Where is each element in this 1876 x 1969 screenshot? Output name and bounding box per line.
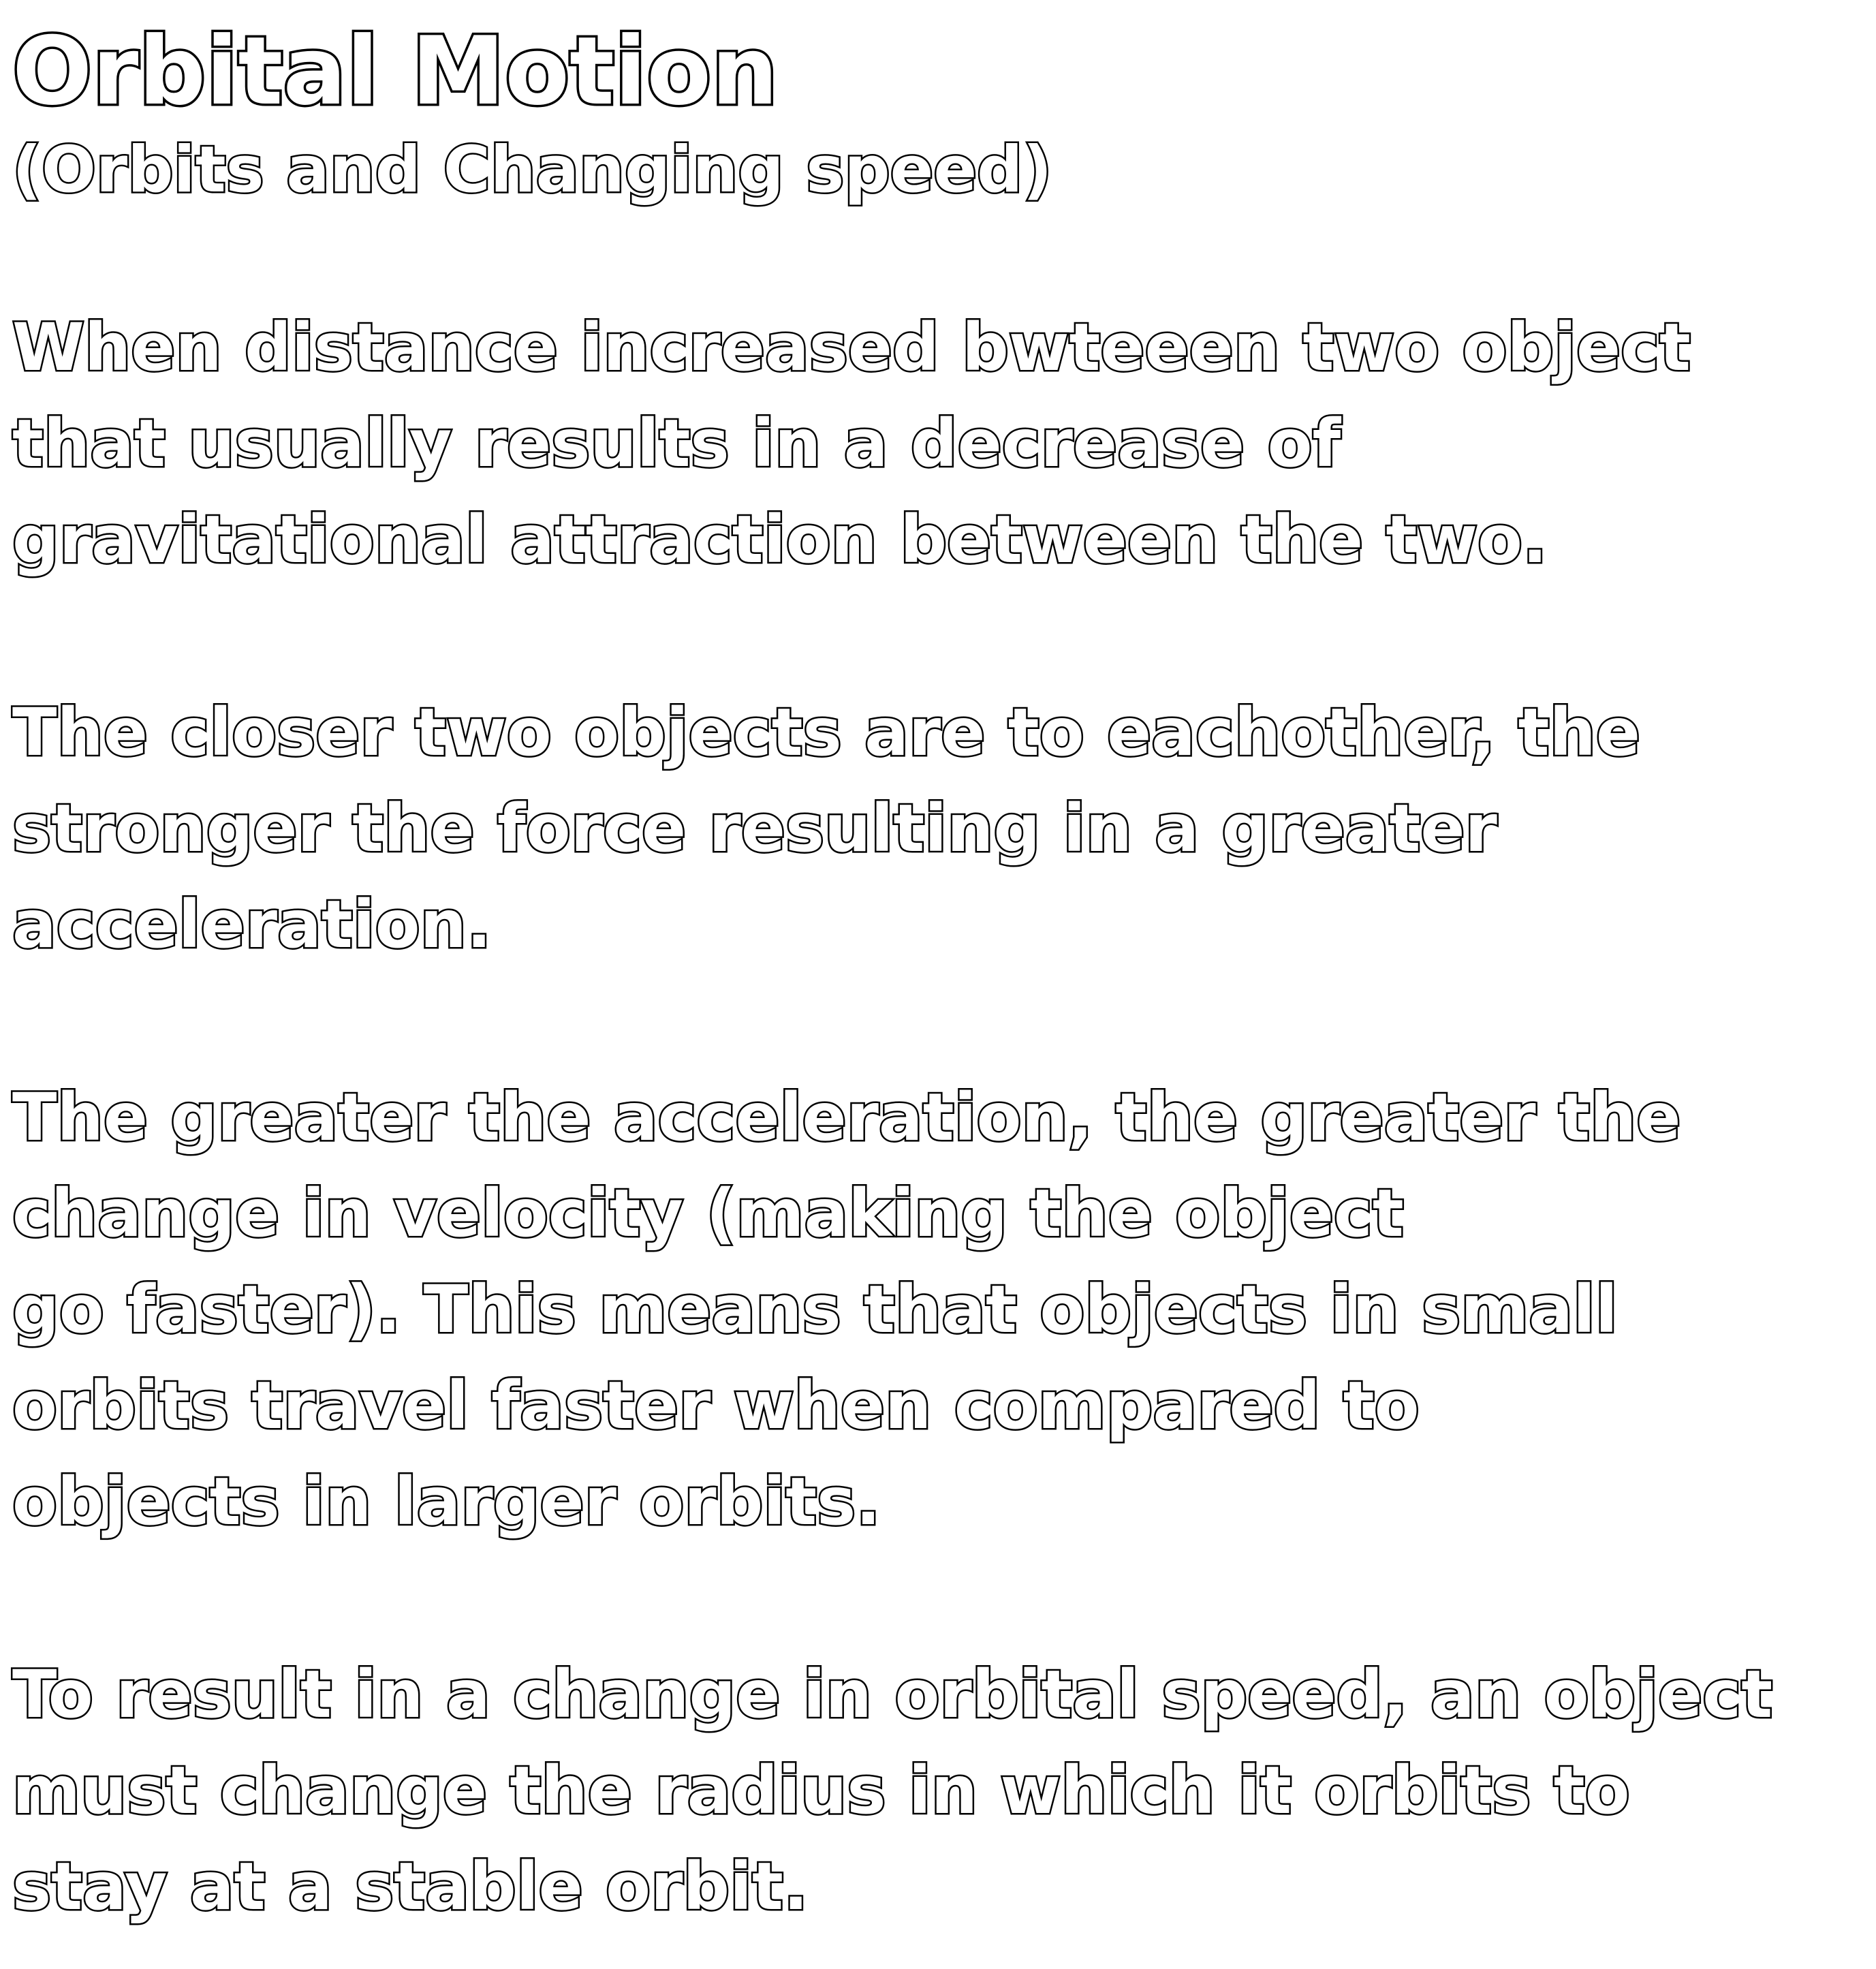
paragraph-line: stronger the force resulting in a greater <box>12 790 1497 867</box>
paragraph-line: The greater the acceleration, the greater the <box>12 1079 1681 1156</box>
paragraph-orbital-speed-change <box>12 1647 1865 1935</box>
page-subtitle: (Orbits and Changing speed) <box>12 133 1052 207</box>
paragraph-line: To result in a change in orbital speed, an object <box>12 1656 1773 1733</box>
paragraph-distance-gravity <box>12 300 1865 588</box>
page-title: Orbital Motion <box>12 16 779 126</box>
paragraph-line: go faster). This means that objects in small <box>12 1271 1618 1348</box>
paragraph-line: acceleration. <box>12 886 492 963</box>
paragraph-line: gravitational attraction between the two. <box>12 501 1548 578</box>
paragraph-line: When distance increased bwteeen two object <box>12 309 1691 386</box>
paragraph-line: orbits travel faster when compared to <box>12 1367 1420 1444</box>
paragraph-acceleration-velocity <box>12 1070 1865 1550</box>
paragraph-line: stay at a stable orbit. <box>12 1848 809 1925</box>
paragraph-line: objects in larger orbits. <box>12 1463 881 1540</box>
paragraph-line: that usually results in a decrease of <box>12 405 1341 482</box>
paragraph-line: must change the radius in which it orbits to <box>12 1752 1630 1829</box>
paragraph-closer-stronger <box>12 685 1865 973</box>
document-page <box>12 14 1865 1935</box>
paragraph-line: The closer two objects are to eachother, the <box>12 694 1640 771</box>
paragraph-line: change in velocity (making the object <box>12 1175 1404 1252</box>
